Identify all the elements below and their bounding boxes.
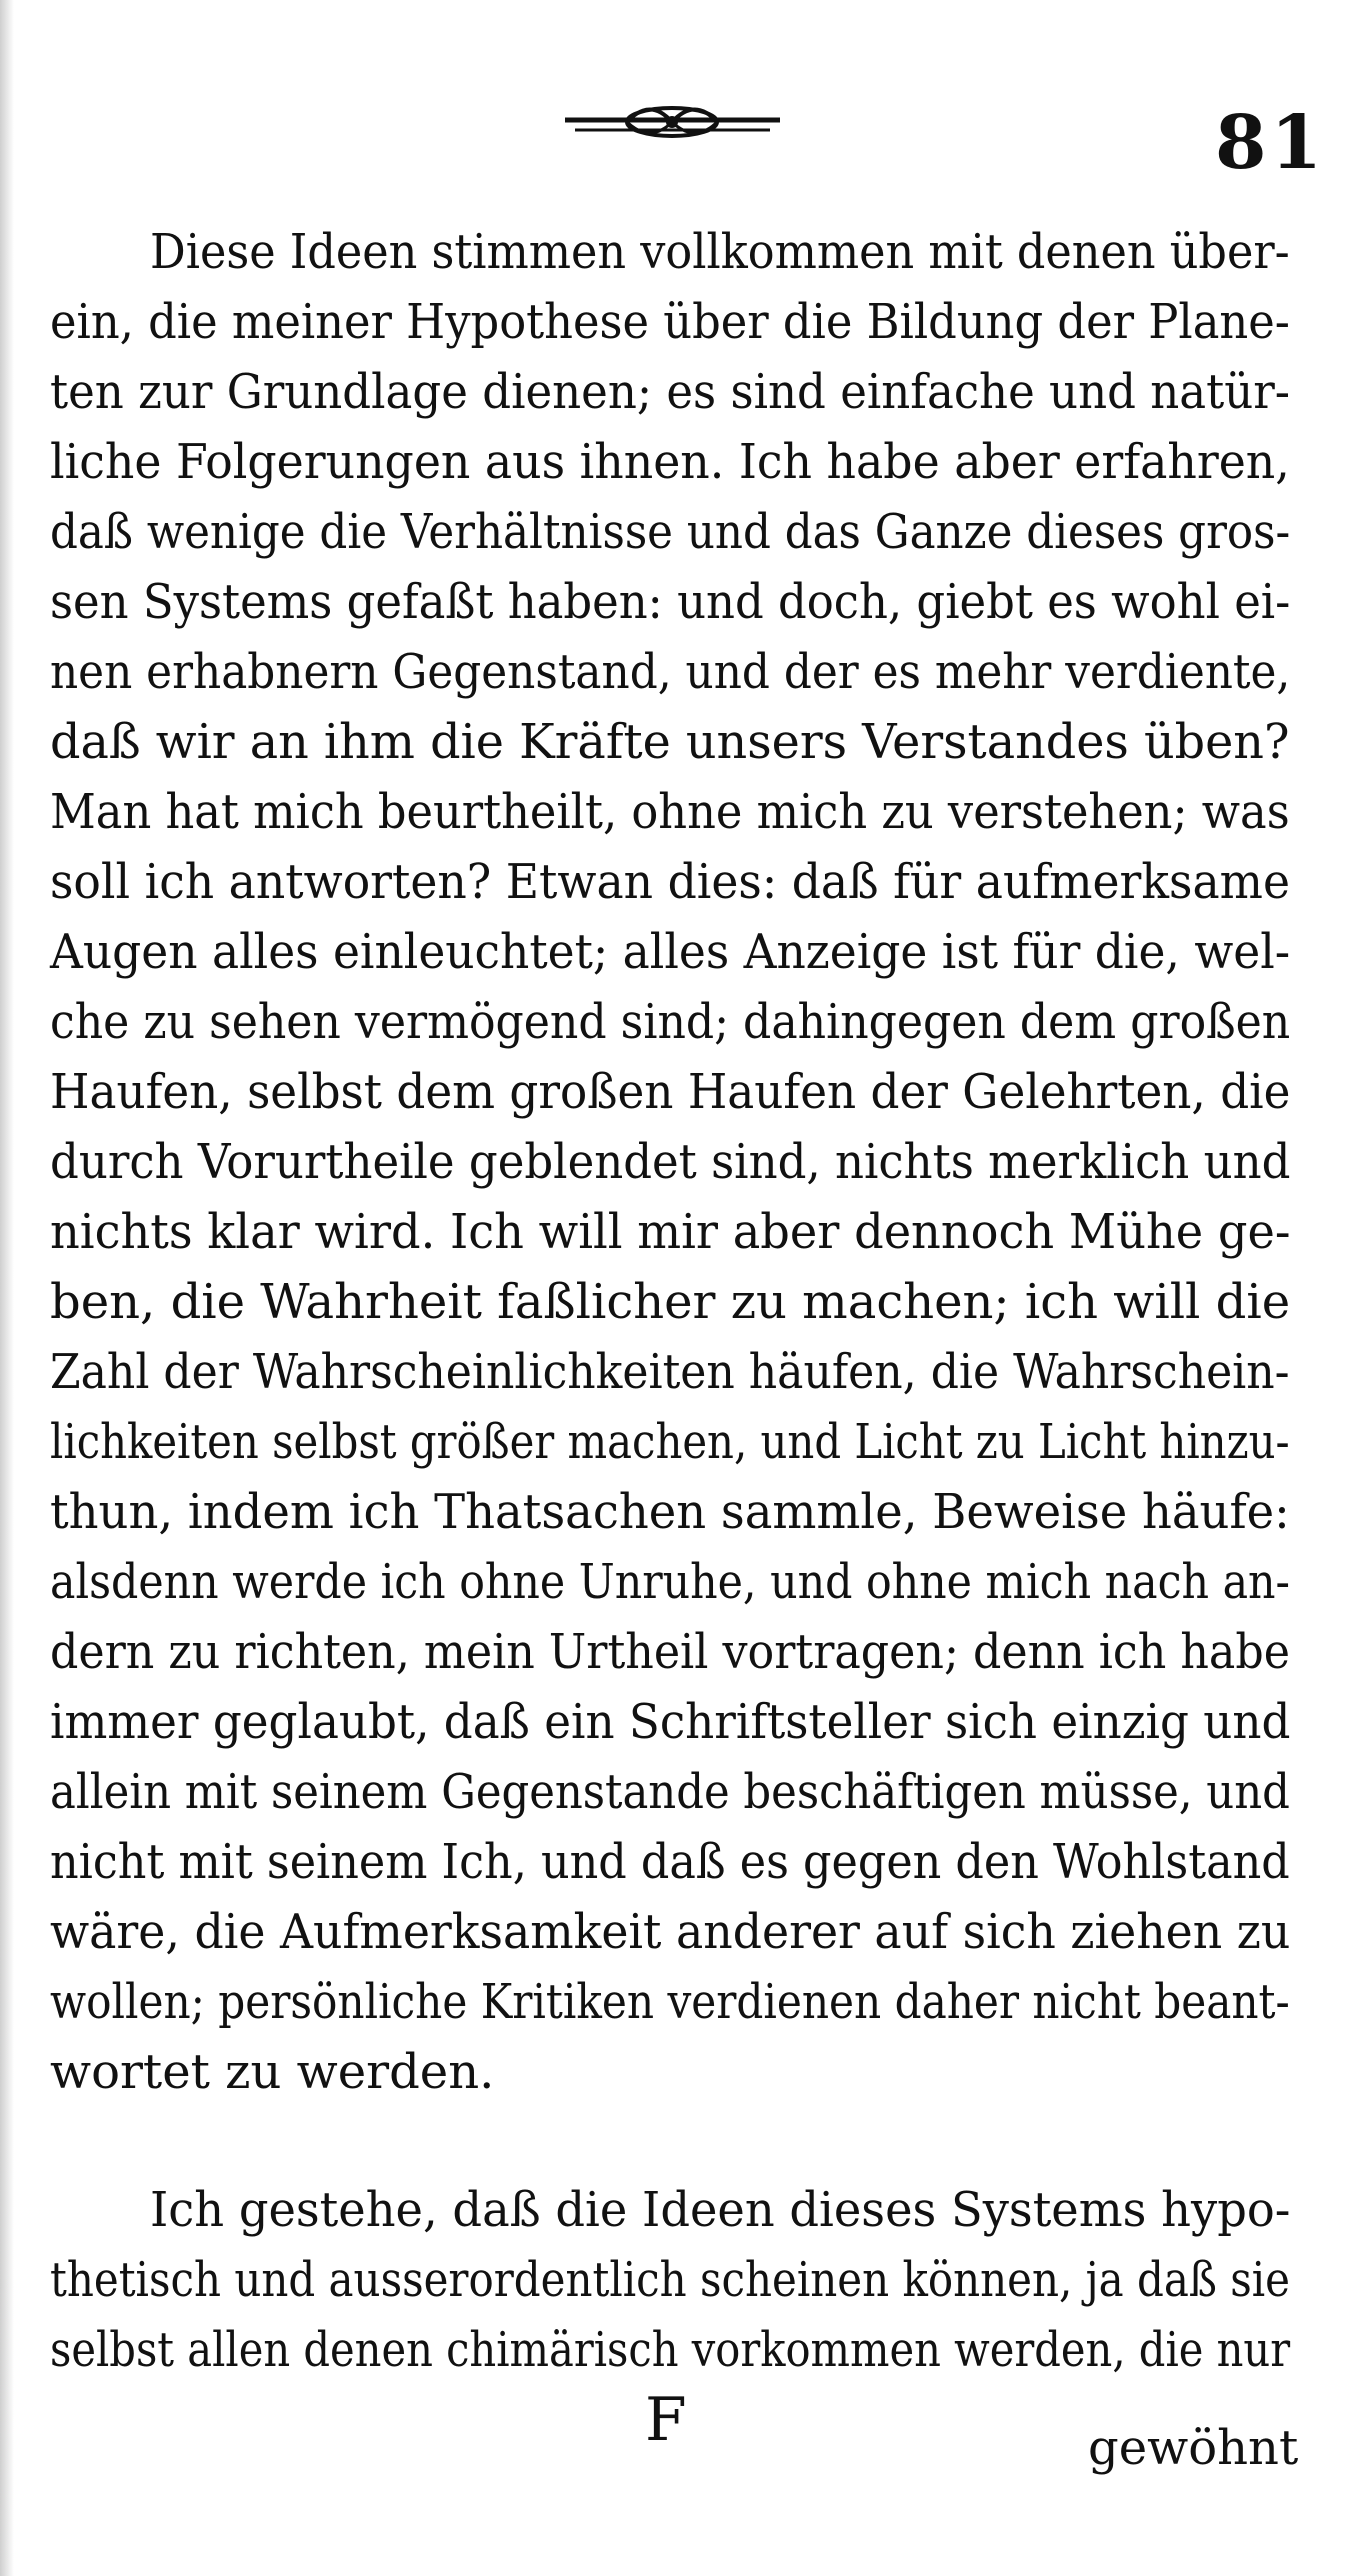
page-number: 81 [1215,100,1326,186]
text-line: lichkeiten selbst größer machen, und Licht zu Licht hinzu- [50,1414,1290,1470]
text-line: Ich gestehe, daß die Ideen dieses Systems hypo- [150,2182,1291,2238]
decorative-rule-ornament-icon [565,92,780,152]
text-line: allein mit seinem Gegenstande beschäftigen müsse, und [50,1764,1290,1820]
text-line: sen Systems gefaßt haben: und doch, giebt es wohl ei- [50,574,1291,630]
text-line: selbst allen denen chimärisch vorkommen werden, die nur [50,2322,1291,2378]
text-line: Man hat mich beurtheilt, ohne mich zu verstehen; was [50,784,1290,840]
text-line: wollen; persönliche Kritiken verdienen daher nicht beant- [50,1974,1290,2030]
text-line: thetisch und ausserordentlich scheinen können, ja daß sie [50,2252,1290,2308]
text-line: ben, die Wahrheit faßlicher zu machen; ich will die [50,1274,1291,1330]
text-line: daß wir an ihm die Kräfte unsers Verstandes üben? [50,714,1290,770]
text-line: che zu sehen vermögend sind; dahingegen dem großen [50,994,1291,1050]
text-line: thun, indem ich Thatsachen sammle, Beweise häufe: [50,1484,1290,1540]
text-line: Augen alles einleuchtet; alles Anzeige ist für die, wel- [50,924,1291,980]
signature-mark: F [645,2385,687,2455]
text-line: nicht mit seinem Ich, und daß es gegen den Wohlstand [50,1834,1290,1890]
text-line: ein, die meiner Hypothese über die Bildung der Plane- [50,294,1290,350]
text-line: daß wenige die Verhältnisse und das Ganze dieses gros- [50,504,1291,560]
text-line: Haufen, selbst dem großen Haufen der Gelehrten, die [50,1064,1291,1120]
text-line: ten zur Grundlage dienen; es sind einfache und natür- [50,364,1291,420]
text-line: Diese Ideen stimmen vollkommen mit denen über- [150,224,1290,280]
text-line: durch Vorurtheile geblendet sind, nichts merklich und [50,1134,1291,1190]
catchword: gewöhnt [1088,2420,1299,2476]
text-line: soll ich antworten? Etwan dies: daß für aufmerksame [50,854,1290,910]
text-line: nichts klar wird. Ich will mir aber dennoch Mühe ge- [50,1204,1291,1260]
text-line: wäre, die Aufmerksamkeit anderer auf sich ziehen zu [50,1904,1291,1960]
text-line: alsdenn werde ich ohne Unruhe, und ohne mich nach an- [50,1554,1290,1610]
text-line: liche Folgerungen aus ihnen. Ich habe aber erfahren, [50,434,1290,490]
page-edge-shadow [0,0,14,2576]
text-line: wortet zu werden. [50,2044,495,2100]
text-line: dern zu richten, mein Urtheil vortragen; denn ich habe [50,1624,1290,1680]
text-line: immer geglaubt, daß ein Schriftsteller sich einzig und [50,1694,1291,1750]
text-line: Zahl der Wahrscheinlichkeiten häufen, die Wahrschein- [50,1344,1290,1400]
text-line: nen erhabnern Gegenstand, und der es mehr verdiente, [50,644,1291,700]
